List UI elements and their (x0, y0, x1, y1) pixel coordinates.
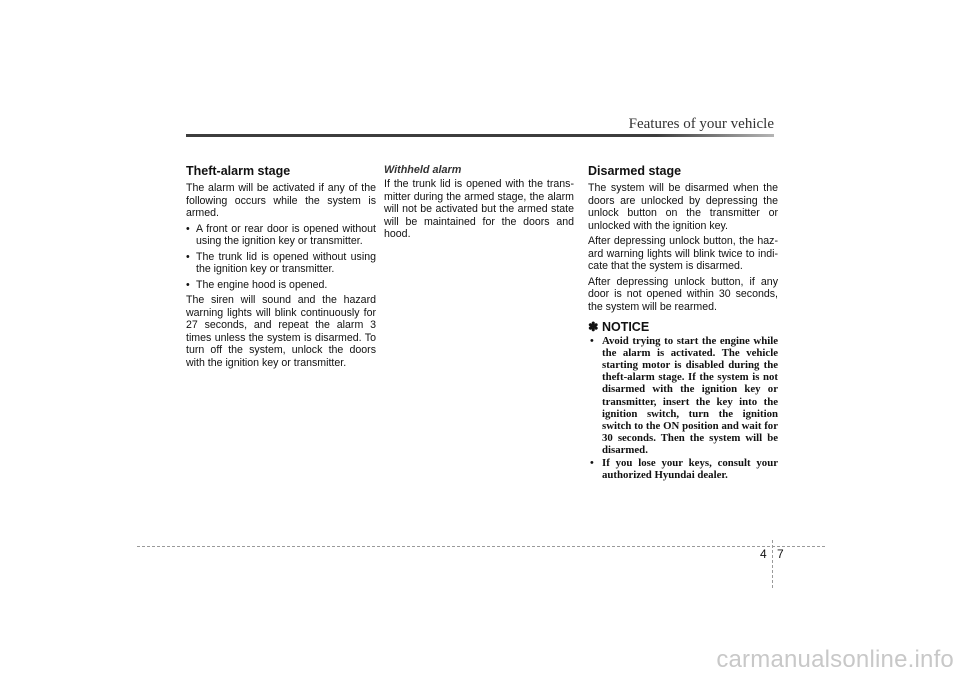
notice-item: • Avoid trying to start the engine while the alarm is activated. The vehicle starting motor is disabled during the theft-alarm stage. If the system is not disarmed with the ignition key or transmitter, insert the key into the ignition switch, turn the ignition switch to the ON position and wait for 30 seconds. Then the system will be disarmed. (588, 335, 778, 457)
notice-box (588, 321, 778, 481)
header-title: Features of your vehicle (628, 116, 774, 132)
paragraph-disarmed-3: After depressing unlock button, if any door is not opened within 30 seconds, the system will be rearmed. (588, 275, 778, 313)
notice-list (588, 335, 778, 481)
page-number: 7 (777, 547, 784, 561)
subheading-withheld-alarm: Withheld alarm (384, 164, 462, 176)
column-disarmed (588, 164, 778, 484)
notice-item: • If you lose your keys, consult your authorized Hyundai dealer. (588, 457, 778, 481)
paragraph-disarmed-2: After depressing unlock button, the haz- ard warning lights will blink twice to indi- cate that the system is disarmed. (588, 235, 778, 272)
footer-rule (137, 546, 825, 547)
paragraph-outro: The siren will sound and the hazard warning lights will blink continuously for 27 seconds, and repeat the alarm 3 times unless the system is disarmed. To turn off the system, unlock the doors with the ignition key or transmitter. (186, 294, 376, 369)
column-theft-alarm (186, 164, 376, 372)
page-number-divider (772, 540, 773, 588)
paragraph-intro: The alarm will be activated if any of the following occurs while the system is armed. (186, 182, 376, 219)
paragraph-withheld: If the trunk lid is opened with the trans- mitter during the armed stage, the alarm will not be activated but the armed state will be maintained for the doors and hood. (384, 178, 574, 240)
list-item: • A front or rear door is opened without using the ignition key or transmitter. (186, 223, 376, 248)
list-item: • The engine hood is opened. (186, 279, 376, 292)
header-rule (186, 134, 774, 137)
notice-title: ✽ NOTICE (588, 320, 650, 334)
watermark-text: carmanualsonline.info (716, 646, 954, 673)
chapter-number: 4 (760, 547, 767, 561)
paragraph-disarmed-1: The system will be disarmed when the doors are unlocked by depressing the unlock button on the transmitter or unlocked with the ignition key. (588, 182, 778, 232)
section-heading-theft-alarm: Theft-alarm stage (186, 164, 291, 178)
column-withheld-alarm (384, 164, 574, 244)
section-heading-disarmed: Disarmed stage (588, 164, 682, 178)
trigger-list (186, 223, 376, 292)
list-item: • The trunk lid is opened without using the ignition key or transmitter. (186, 251, 376, 276)
